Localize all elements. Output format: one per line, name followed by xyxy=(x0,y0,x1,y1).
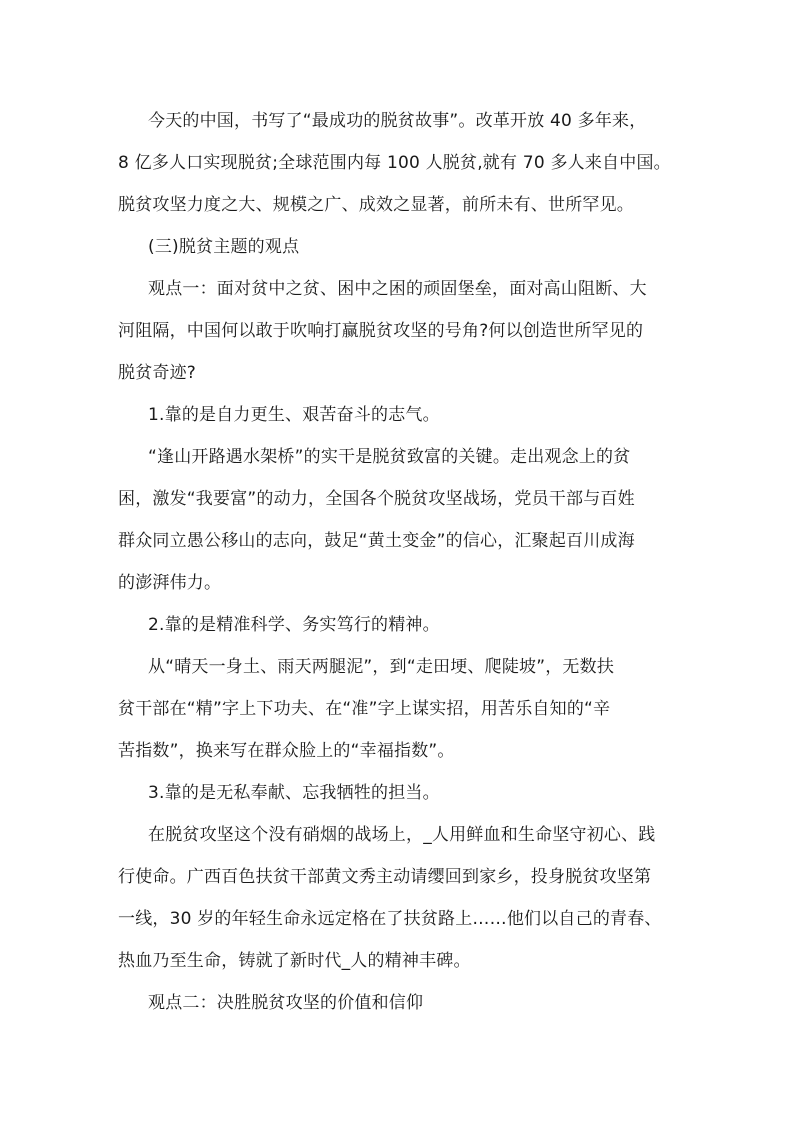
text-line: “逢山开路遇水架桥”的实干是脱贫致富的关键。走出观念上的贫 xyxy=(148,447,631,467)
text-line: 贫干部在“精”字上下功夫、在“准”字上谋实招，用苦乐自知的“辛 xyxy=(118,699,611,719)
point-three-heading xyxy=(118,772,680,814)
text-line: 8 亿多人口实现脱贫;全球范围内每 100 人脱贫,就有 70 多人来自中国。 xyxy=(118,153,671,173)
text-line: 观点二：决胜脱贫攻坚的价值和信仰 xyxy=(148,993,424,1013)
text-line: 河阻隔，中国何以敢于吹响打赢脱贫攻坚的号角?何以创造世所罕见的 xyxy=(118,321,644,341)
text-line: 脱贫奇迹? xyxy=(118,363,197,383)
intro-paragraph xyxy=(118,100,680,226)
point-two-heading xyxy=(118,604,680,646)
point-one-body xyxy=(118,436,680,604)
text-line: 群众同立愚公移山的志向，鼓足“黄土变金”的信心，汇聚起百川成海 xyxy=(118,531,635,551)
text-line: 困，激发“我要富”的动力，全国各个脱贫攻坚战场，党员干部与百姓 xyxy=(118,489,635,509)
point-three-body xyxy=(118,814,680,982)
text-line: 热血乃至生命，铸就了新时代_人的精神丰碑。 xyxy=(118,951,471,971)
point-two-body xyxy=(118,646,680,772)
text-line: 脱贫攻坚力度之大、规模之广、成效之显著，前所未有、世所罕见。 xyxy=(118,195,634,215)
viewpoint-one-paragraph xyxy=(118,268,680,394)
text-line: 从“晴天一身土、雨天两腿泥”，到“走田埂、爬陡坡”，无数扶 xyxy=(148,657,615,677)
text-line: 苦指数”，换来写在群众脸上的“幸福指数”。 xyxy=(118,741,455,761)
section-heading xyxy=(118,226,680,268)
text-line: 观点一：面对贫中之贫、困中之困的顽固堡垒，面对高山阻断、大 xyxy=(148,279,647,299)
text-line: 今天的中国，书写了“最成功的脱贫故事”。改革开放 40 多年来， xyxy=(148,111,647,131)
viewpoint-two-heading xyxy=(118,982,680,1024)
document-body xyxy=(118,100,680,1024)
text-line: 1.靠的是自力更生、艰苦奋斗的志气。 xyxy=(148,405,440,425)
heading-text: (三)脱贫主题的观点 xyxy=(148,237,300,257)
point-one-heading xyxy=(118,394,680,436)
text-line: 在脱贫攻坚这个没有硝烟的战场上，_人用鲜血和生命坚守初心、践 xyxy=(148,825,656,845)
text-line: 的澎湃伟力。 xyxy=(118,573,222,593)
text-line: 行使命。广西百色扶贫干部黄文秀主动请缨回到家乡，投身脱贫攻坚第 xyxy=(118,867,652,887)
text-line: 2.靠的是精准科学、务实笃行的精神。 xyxy=(148,615,440,635)
text-line: 一线，30 岁的年轻生命永远定格在了扶贫路上……他们以自己的青春、 xyxy=(118,909,662,929)
text-line: 3.靠的是无私奉献、忘我牺牲的担当。 xyxy=(148,783,440,803)
